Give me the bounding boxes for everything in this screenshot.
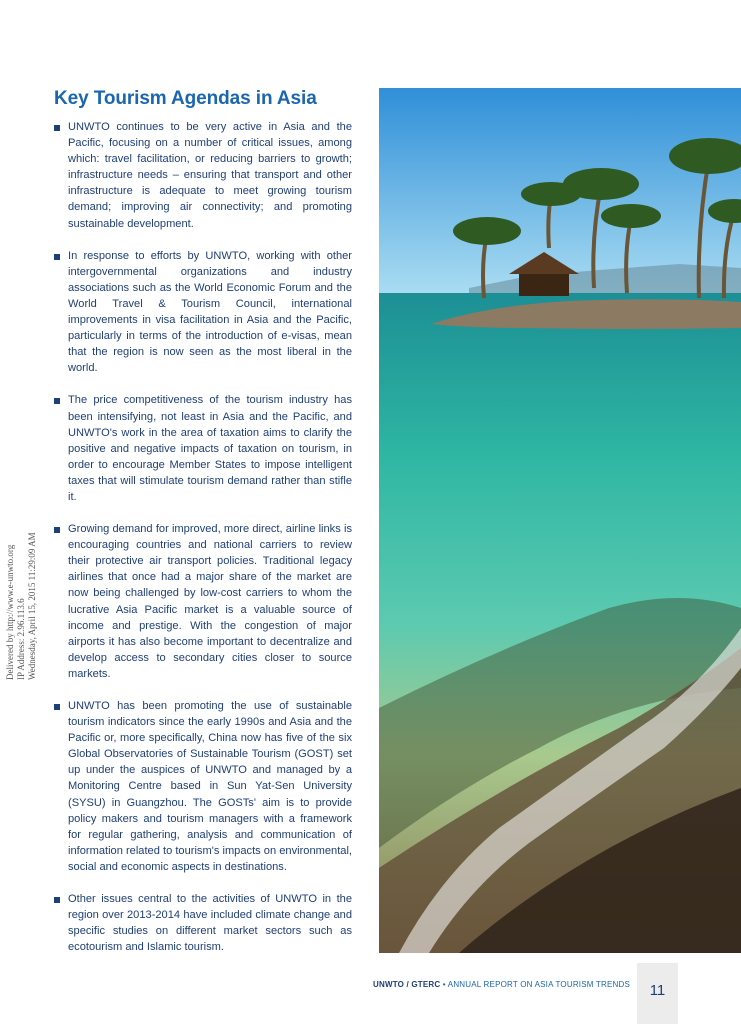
list-item <box>54 392 352 505</box>
bullet-text: In response to efforts by UNWTO, working with other intergovernmental organizations and industry associations such as the World Economic Forum and the World Travel & Tourism Council, international improvements in visa facilitation in Asia and the Pacific, particularly in terms of the introduction of e-visas, mean that the region is now seen as the most liberal in the world. <box>68 249 352 375</box>
bullet-text: Other issues central to the activities of UNWTO in the region over 2013-2014 have included climate change and specific studies on different market sectors such as ecotourism and Islamic tourism. <box>68 893 352 954</box>
page-number: 11 <box>649 982 666 999</box>
bullet-text: UNWTO continues to be very active in Asia and the Pacific, focusing on a number of critical issues, among which: travel facilitation, or reducing barriers to growth; infrastructure needs – ensuring that transport and other infrastructure is adequate to meet growing tourism demand; improving air connectivity; and promoting sustainable development. <box>68 121 352 230</box>
bullet-square-icon <box>54 125 60 131</box>
bullet-text: Growing demand for improved, more direct, airline links is encouraging countries and national carriers to review their protective air transport policies. Traditional legacy airlines that once had a major share of the market are now being challenged by low-cost carriers to whom the lucrative Asia Pacific market is a valuable source of income and prestige. With the congestion of major airports it has also become important to decentralize and develop access to secondary cities closer to source markets. <box>68 523 352 680</box>
bullet-square-icon <box>54 527 60 533</box>
page-title: Key Tourism Agendas in Asia <box>54 88 317 109</box>
delivery-watermark <box>5 480 38 680</box>
list-item <box>54 521 352 682</box>
bullet-square-icon <box>54 398 60 404</box>
footer-report-title: ANNUAL REPORT ON ASIA TOURISM TRENDS <box>447 980 630 989</box>
bullet-square-icon <box>54 897 60 903</box>
list-item <box>54 248 352 377</box>
watermark-line: Wednesday, April 15, 2015 11:29:09 AM <box>27 532 37 680</box>
watermark-line: IP Address: 2.96.113.6 <box>16 598 26 680</box>
bullet-square-icon <box>54 704 60 710</box>
footer-brand: UNWTO / GTERC <box>373 980 441 989</box>
bullet-list <box>54 119 352 971</box>
list-item <box>54 891 352 955</box>
footer-title <box>320 980 630 989</box>
beach-photo <box>379 88 741 953</box>
bullet-text: UNWTO has been promoting the use of sustainable tourism indicators since the early 1990s and Asia and the Pacific or, more specifically, China now has five of the six Global Observatories of Sustainable Tourism (GOST) set up under the auspices of UNWTO and managed by a Monitoring Centre based in Sun Yat-Sen University (SYSU) in Guangzhou. The GOSTs' aim is to provide policy makers and tourism managers with a framework for regular gathering, analysis and communication of information related to tourism's impacts on environmental, social and economic aspects in destinations. <box>68 700 352 873</box>
bullet-text: The price competitiveness of the tourism industry has been intensifying, not least in Asia and the Pacific, and UNWTO's work in the area of taxation aims to clarify the positive and negative impacts of taxation on tourism, in order to encourage Member States to impose intelligent taxes that will stimulate tourism demand rather than stifle it. <box>68 394 352 503</box>
footer-separator: • <box>442 980 446 989</box>
list-item <box>54 119 352 232</box>
page-number-box <box>637 963 678 1024</box>
bullet-square-icon <box>54 254 60 260</box>
list-item <box>54 698 352 875</box>
watermark-line: Delivered by http://www.e-unwto.org <box>5 544 15 680</box>
